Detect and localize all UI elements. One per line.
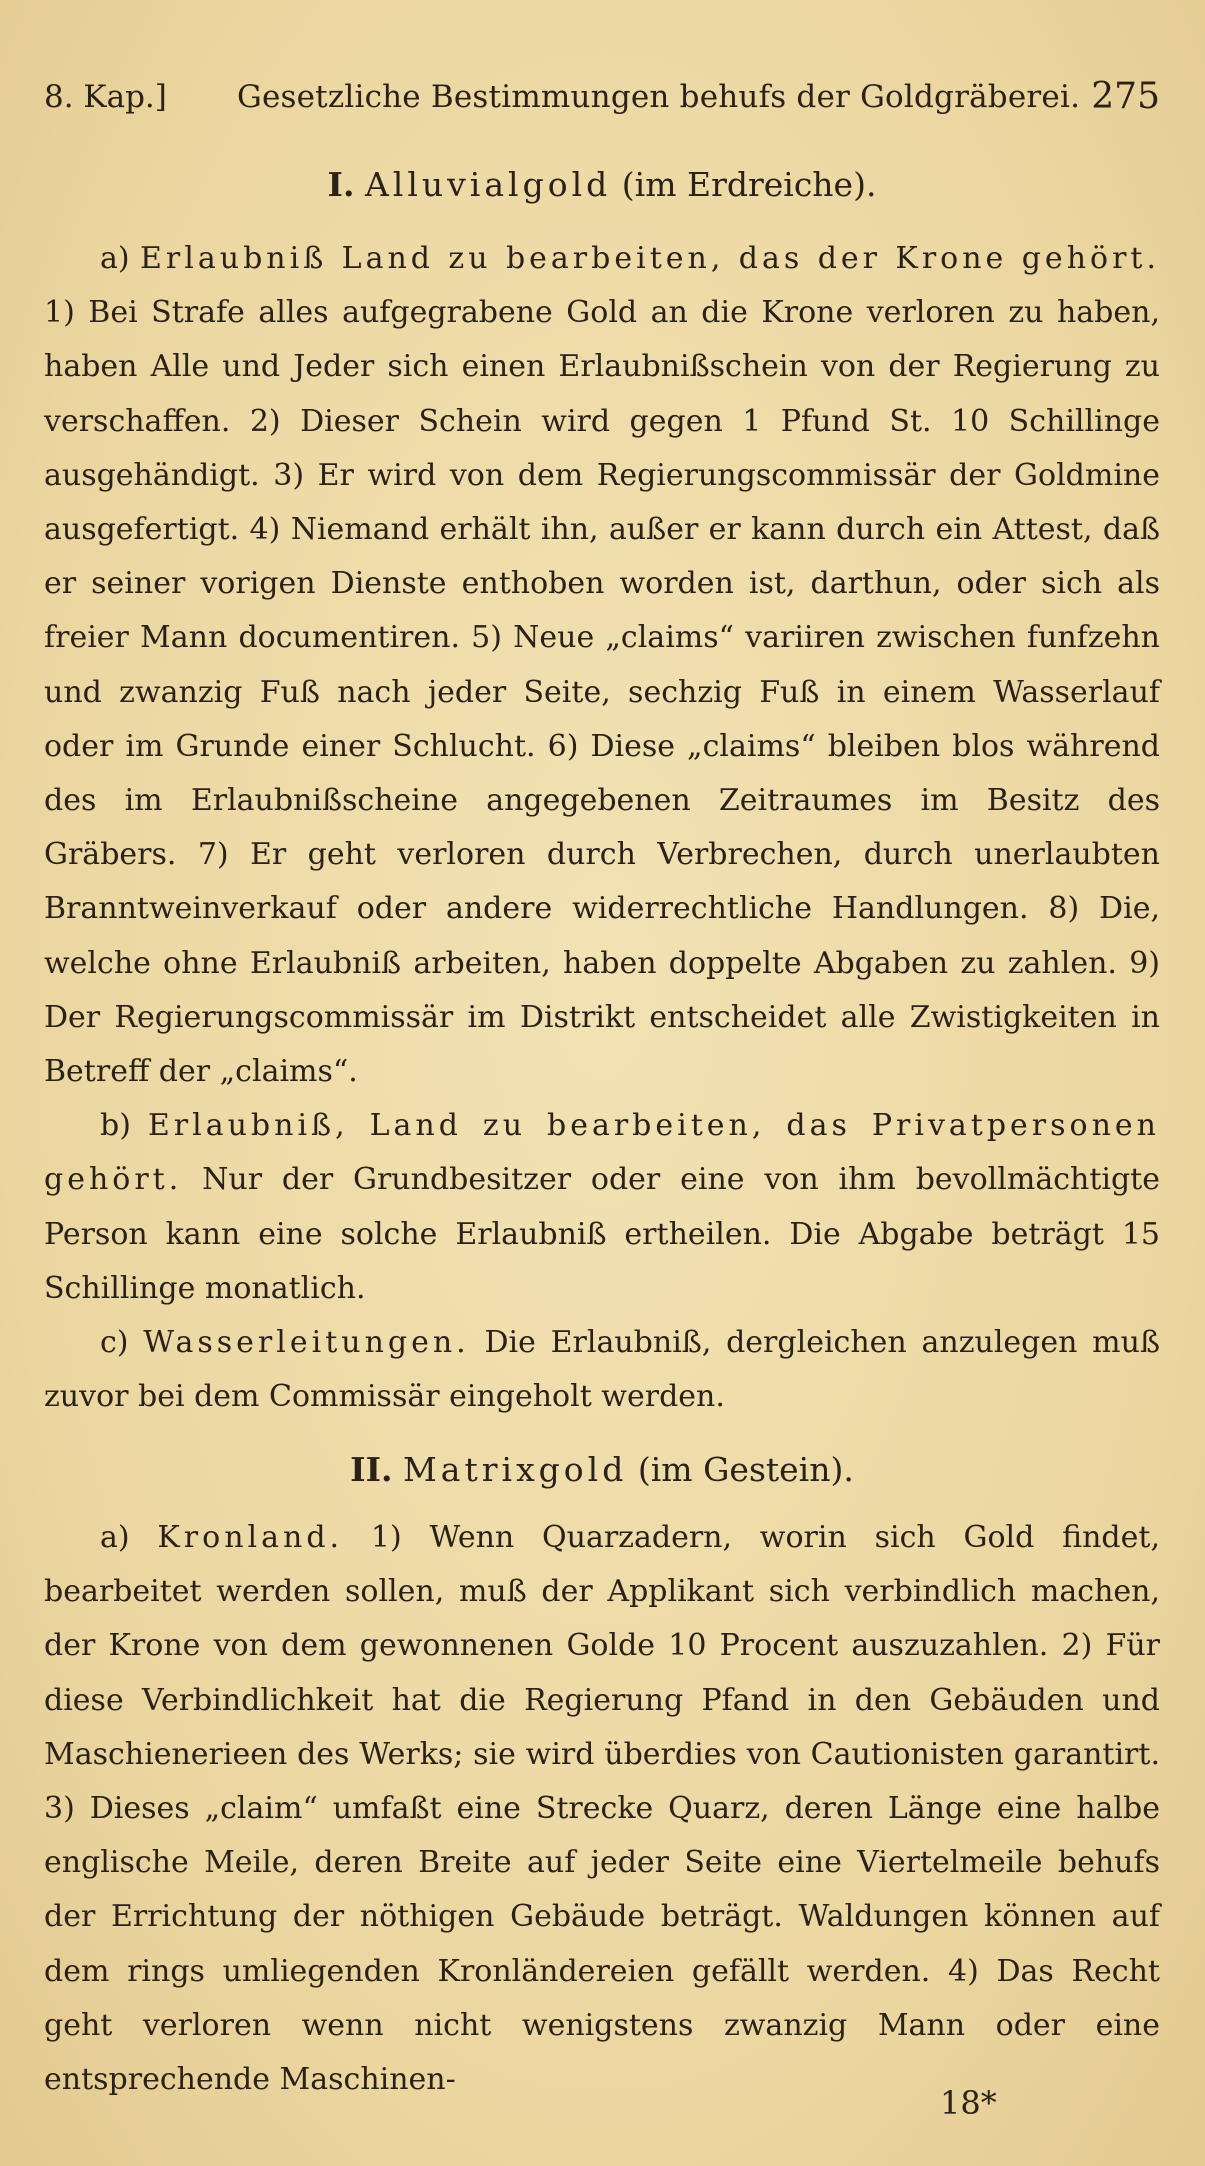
paragraph-label: a) — [100, 241, 130, 276]
section-title: Matrixgold — [403, 1450, 628, 1489]
chapter-reference: 8. Kap.] — [44, 79, 167, 115]
paragraph-lead: Erlaubniß Land zu bearbeiten, das der Krone gehört. — [140, 241, 1161, 276]
paragraph-text: 1) Bei Strafe alles aufgegrabene Gold an die Krone verloren zu haben, haben Alle und Jeder sich einen Erlaubnißschein von der Regierung zu verschaffen. 2) Dieser Schein wird gegen 1 Pfund St. 10 Schillinge ausgehändigt. 3) Er wird von dem Regierungscommissär der Goldmine ausgefertigt. 4) Niemand erhält ihn, außer er kann durch ein Attest, daß er seiner vorigen Dienste enthoben worden ist, darthun, oder sich als freier Mann documentiren. 5) Neue „claims“ variiren zwischen funfzehn und zwanzig Fuß nach jeder Seite, sechzig Fuß in einem Wasserlauf oder im Grunde einer Schlucht. 6) Diese „claims“ bleiben blos während des im Erlaubnißscheine angegebenen Zeitraumes im Besitz des Gräbers. 7) Er geht verloren durch Verbrechen, durch unerlaubten Branntweinverkauf oder andere widerrechtliche Handlungen. 8) Die, welche ohne Erlaubniß arbeiten, haben doppelte Abgaben zu zahlen. 9) Der Regierungscommissär im Distrikt entscheidet alle Zwistigkeiten in Betreff der „claims“. — [44, 295, 1160, 1090]
paragraph-text: Die Erlaubniß, dergleichen anzulegen muß zuvor bei dem Commissär eingeholt werden. — [44, 1325, 1160, 1415]
paragraph-1a — [44, 232, 1160, 1099]
section-heading-matrix — [44, 1443, 1160, 1497]
section-number: I. — [327, 165, 355, 204]
section-heading-alluvial — [44, 158, 1160, 212]
section-1-body — [44, 232, 1160, 1424]
signature-mark: 18* — [940, 2084, 997, 2122]
paragraph-1b — [44, 1099, 1160, 1316]
running-title: Gesetzliche Bestimmungen behufs der Goldgräberei. — [237, 79, 1081, 115]
section-subtitle: (im Gestein). — [637, 1450, 854, 1489]
section-number: II. — [350, 1450, 393, 1489]
paragraph-label: b) — [100, 1108, 131, 1144]
paragraph-text: 1) Wenn Quarzadern, worin sich Gold findet, bearbeitet werden sollen, muß der Applikant sich verbindlich machen, der Krone von dem gewonnenen Golde 10 Procent auszuzahlen. 2) Für diese Verbindlichkeit hat die Regierung Pfand in den Gebäuden und Maschienerieen des Werks; sie wird überdies von Cautionisten garantirt. 3) Dieses „claim“ umfaßt eine Strecke Quarz, deren Länge eine halbe englische Meile, deren Breite auf jeder Seite eine Viertelmeile behufs der Errichtung der nöthigen Gebäude beträgt. Waldungen können auf dem rings umliegenden Kronländereien gefällt werden. 4) Das Recht geht verloren wenn nicht wenigstens zwanzig Mann oder eine entsprechende Maschinen- — [44, 1520, 1160, 2098]
paragraph-label: c) — [100, 1325, 129, 1361]
page-number: 275 — [1091, 76, 1160, 117]
section-2-body — [44, 1511, 1160, 2107]
running-head — [44, 74, 1160, 120]
section-subtitle: (im Erdreiche). — [621, 165, 877, 204]
paragraph-lead: Erlaubniß, Land zu bearbeiten, das Privatpersonen gehört. — [44, 1108, 1160, 1198]
paragraph-lead: Wasserleitungen. — [143, 1325, 470, 1361]
paragraph-2a — [44, 1511, 1160, 2107]
paragraph-label: a) — [100, 1520, 130, 1555]
paragraph-lead: Kronland. — [157, 1520, 344, 1555]
paragraph-1c — [44, 1316, 1160, 1424]
section-title: Alluvialgold — [364, 165, 612, 204]
paragraph-text: Nur der Grundbesitzer oder eine von ihm bevollmächtigte Person kann eine solche Erlaubniß ertheilen. Die Abgabe beträgt 15 Schillinge monatlich. — [44, 1162, 1160, 1306]
